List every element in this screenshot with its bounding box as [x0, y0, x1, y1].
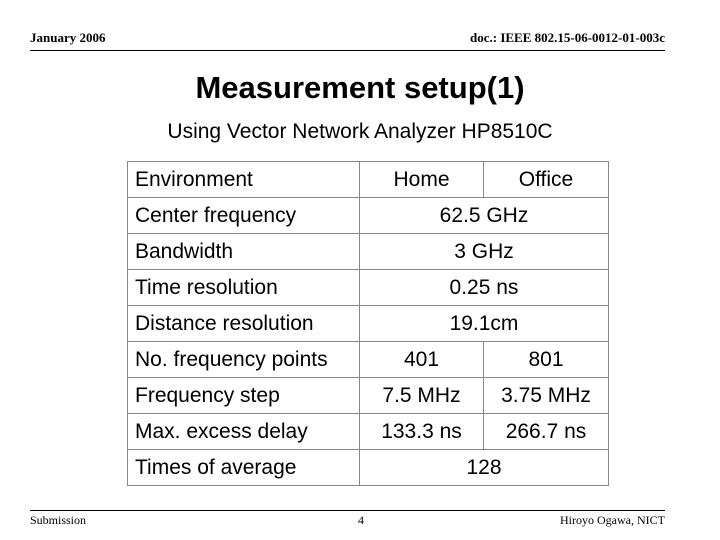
table-row-frequency-step [128, 378, 609, 414]
slide-title: Measurement setup(1) [195, 70, 525, 105]
row-label: Max. excess delay [128, 414, 360, 450]
cell-home: 401 [360, 342, 484, 378]
row-label: Times of average [128, 450, 360, 486]
row-label: Bandwidth [128, 234, 360, 270]
table-row-distance-resolution [128, 306, 609, 342]
cell-value: 62.5 GHz [360, 198, 609, 234]
row-label: Environment [128, 162, 360, 198]
cell-office: 266.7 ns [484, 414, 609, 450]
footer-author: Hiroyo Ogawa, NICT [560, 513, 665, 527]
cell-value: 0.25 ns [360, 270, 609, 306]
header-date: January 2006 [30, 30, 106, 45]
footer-divider [30, 510, 665, 511]
table-row-frequency-points [128, 342, 609, 378]
measurement-setup-table [127, 161, 609, 486]
table-row-environment [128, 162, 609, 198]
slide-subtitle: Using Vector Network Analyzer HP8510C [167, 120, 553, 143]
cell-value: 3 GHz [360, 234, 609, 270]
row-label: No. frequency points [128, 342, 360, 378]
cell-office: Office [484, 162, 609, 198]
footer-submission: Submission [30, 513, 87, 527]
cell-home: 7.5 MHz [360, 378, 484, 414]
header-doc-id: doc.: IEEE 802.15-06-0012-01-003c [470, 30, 665, 45]
cell-value: 128 [360, 450, 609, 486]
cell-office: 801 [484, 342, 609, 378]
row-label: Frequency step [128, 378, 360, 414]
page-number: 4 [358, 513, 364, 527]
table-row-times-of-average [128, 450, 609, 486]
cell-value: 19.1cm [360, 306, 609, 342]
table-row-time-resolution [128, 270, 609, 306]
cell-office: 3.75 MHz [484, 378, 609, 414]
cell-home: 133.3 ns [360, 414, 484, 450]
row-label: Center frequency [128, 198, 360, 234]
row-label: Distance resolution [128, 306, 360, 342]
table-row-bandwidth [128, 234, 609, 270]
table-row-center-frequency [128, 198, 609, 234]
table-row-excess-delay [128, 414, 609, 450]
row-label: Time resolution [128, 270, 360, 306]
header-divider [30, 50, 665, 51]
cell-home: Home [360, 162, 484, 198]
